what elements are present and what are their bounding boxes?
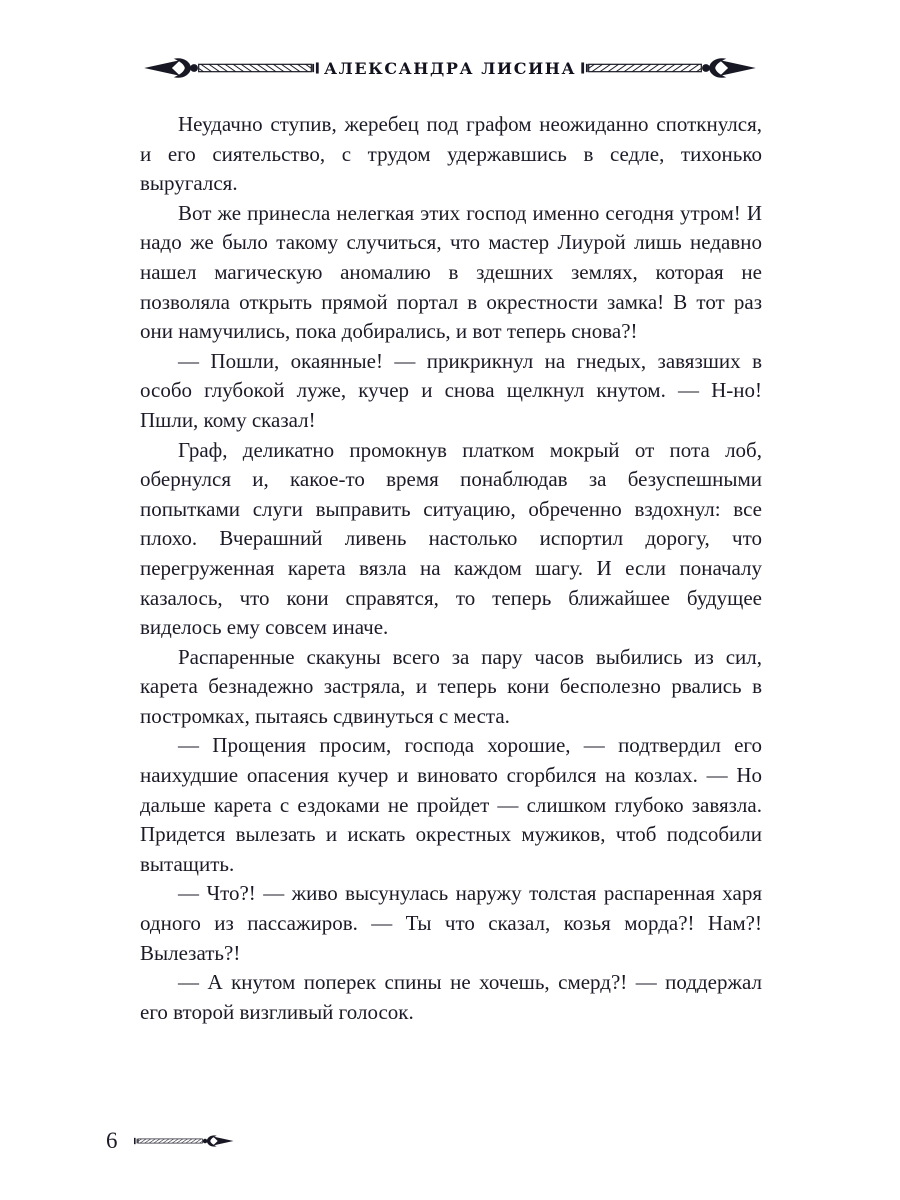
paragraph: Неудачно ступив, жеребец под графом неожиданно споткнулся, и его сиятельство, с трудом удержавшись в седле, тихонько выругался. — [140, 112, 762, 196]
body-text — [140, 110, 762, 1027]
page-number: 6 — [106, 1128, 118, 1153]
paragraph: Распаренные скакуны всего за пару часов выбились из сил, карета безнадежно застряла, и теперь кони бесполезно рвались в постромках, пытаясь сдвинуться с места. — [140, 644, 762, 728]
spear-ornament-right-icon — [576, 56, 762, 80]
paragraph: Вот же принесла нелегкая этих господ именно сегодня утром! И надо же было такому случиться, что мастер Лиурой лишь недавно нашел магическую аномалию в здешних землях, которая не позволяла открыть прямой портал в окрестности замка! В тот раз они намучились, пока добирались, и вот теперь снова?! — [140, 200, 762, 344]
page-header — [138, 56, 760, 80]
spear-ornament-left-icon — [138, 56, 324, 80]
paragraph: Граф, деликатно промокнув платком мокрый от пота лоб, обернулся и, какое-то время понаблюдав за безуспешными попытками слуги выправить ситуацию, обреченно вздохнул: все плохо. Вчерашний ливень настолько испортил дорогу, что перегруженная карета вязла на каждом шагу. И если поначалу казалось, что кони справятся, то теперь ближайшее будущее виделось ему совсем иначе. — [140, 437, 762, 640]
paragraph: — Прощения просим, господа хорошие, — подтвердил его наихудшие опасения кучер и виновато сгорбился на козлах. — Но дальше карета с ездоками не пройдет — слишком глубоко завязла. Придется вылезать и искать окрестных мужиков, чтоб подсобили вытащить. — [140, 733, 762, 876]
paragraph: — А кнутом поперек спины не хочешь, смерд?! — поддержал его второй визгливый голосок. — [140, 970, 762, 1024]
spear-ornament-footer-icon — [134, 1131, 234, 1151]
paragraph: — Что?! — живо высунулась наружу толстая распаренная харя одного из пассажиров. — Ты что сказал, козья морда?! Нам?! Вылезать?! — [140, 881, 762, 965]
page-footer — [106, 1129, 900, 1152]
paragraph: — Пошли, окаянные! — прикрикнул на гнедых, завязших в особо глубокой луже, кучер и снова щелкнул кнутом. — Н-но! Пшли, кому сказал! — [140, 348, 762, 432]
author-running-title: АЛЕКСАНДРА ЛИСИНА — [324, 58, 577, 78]
